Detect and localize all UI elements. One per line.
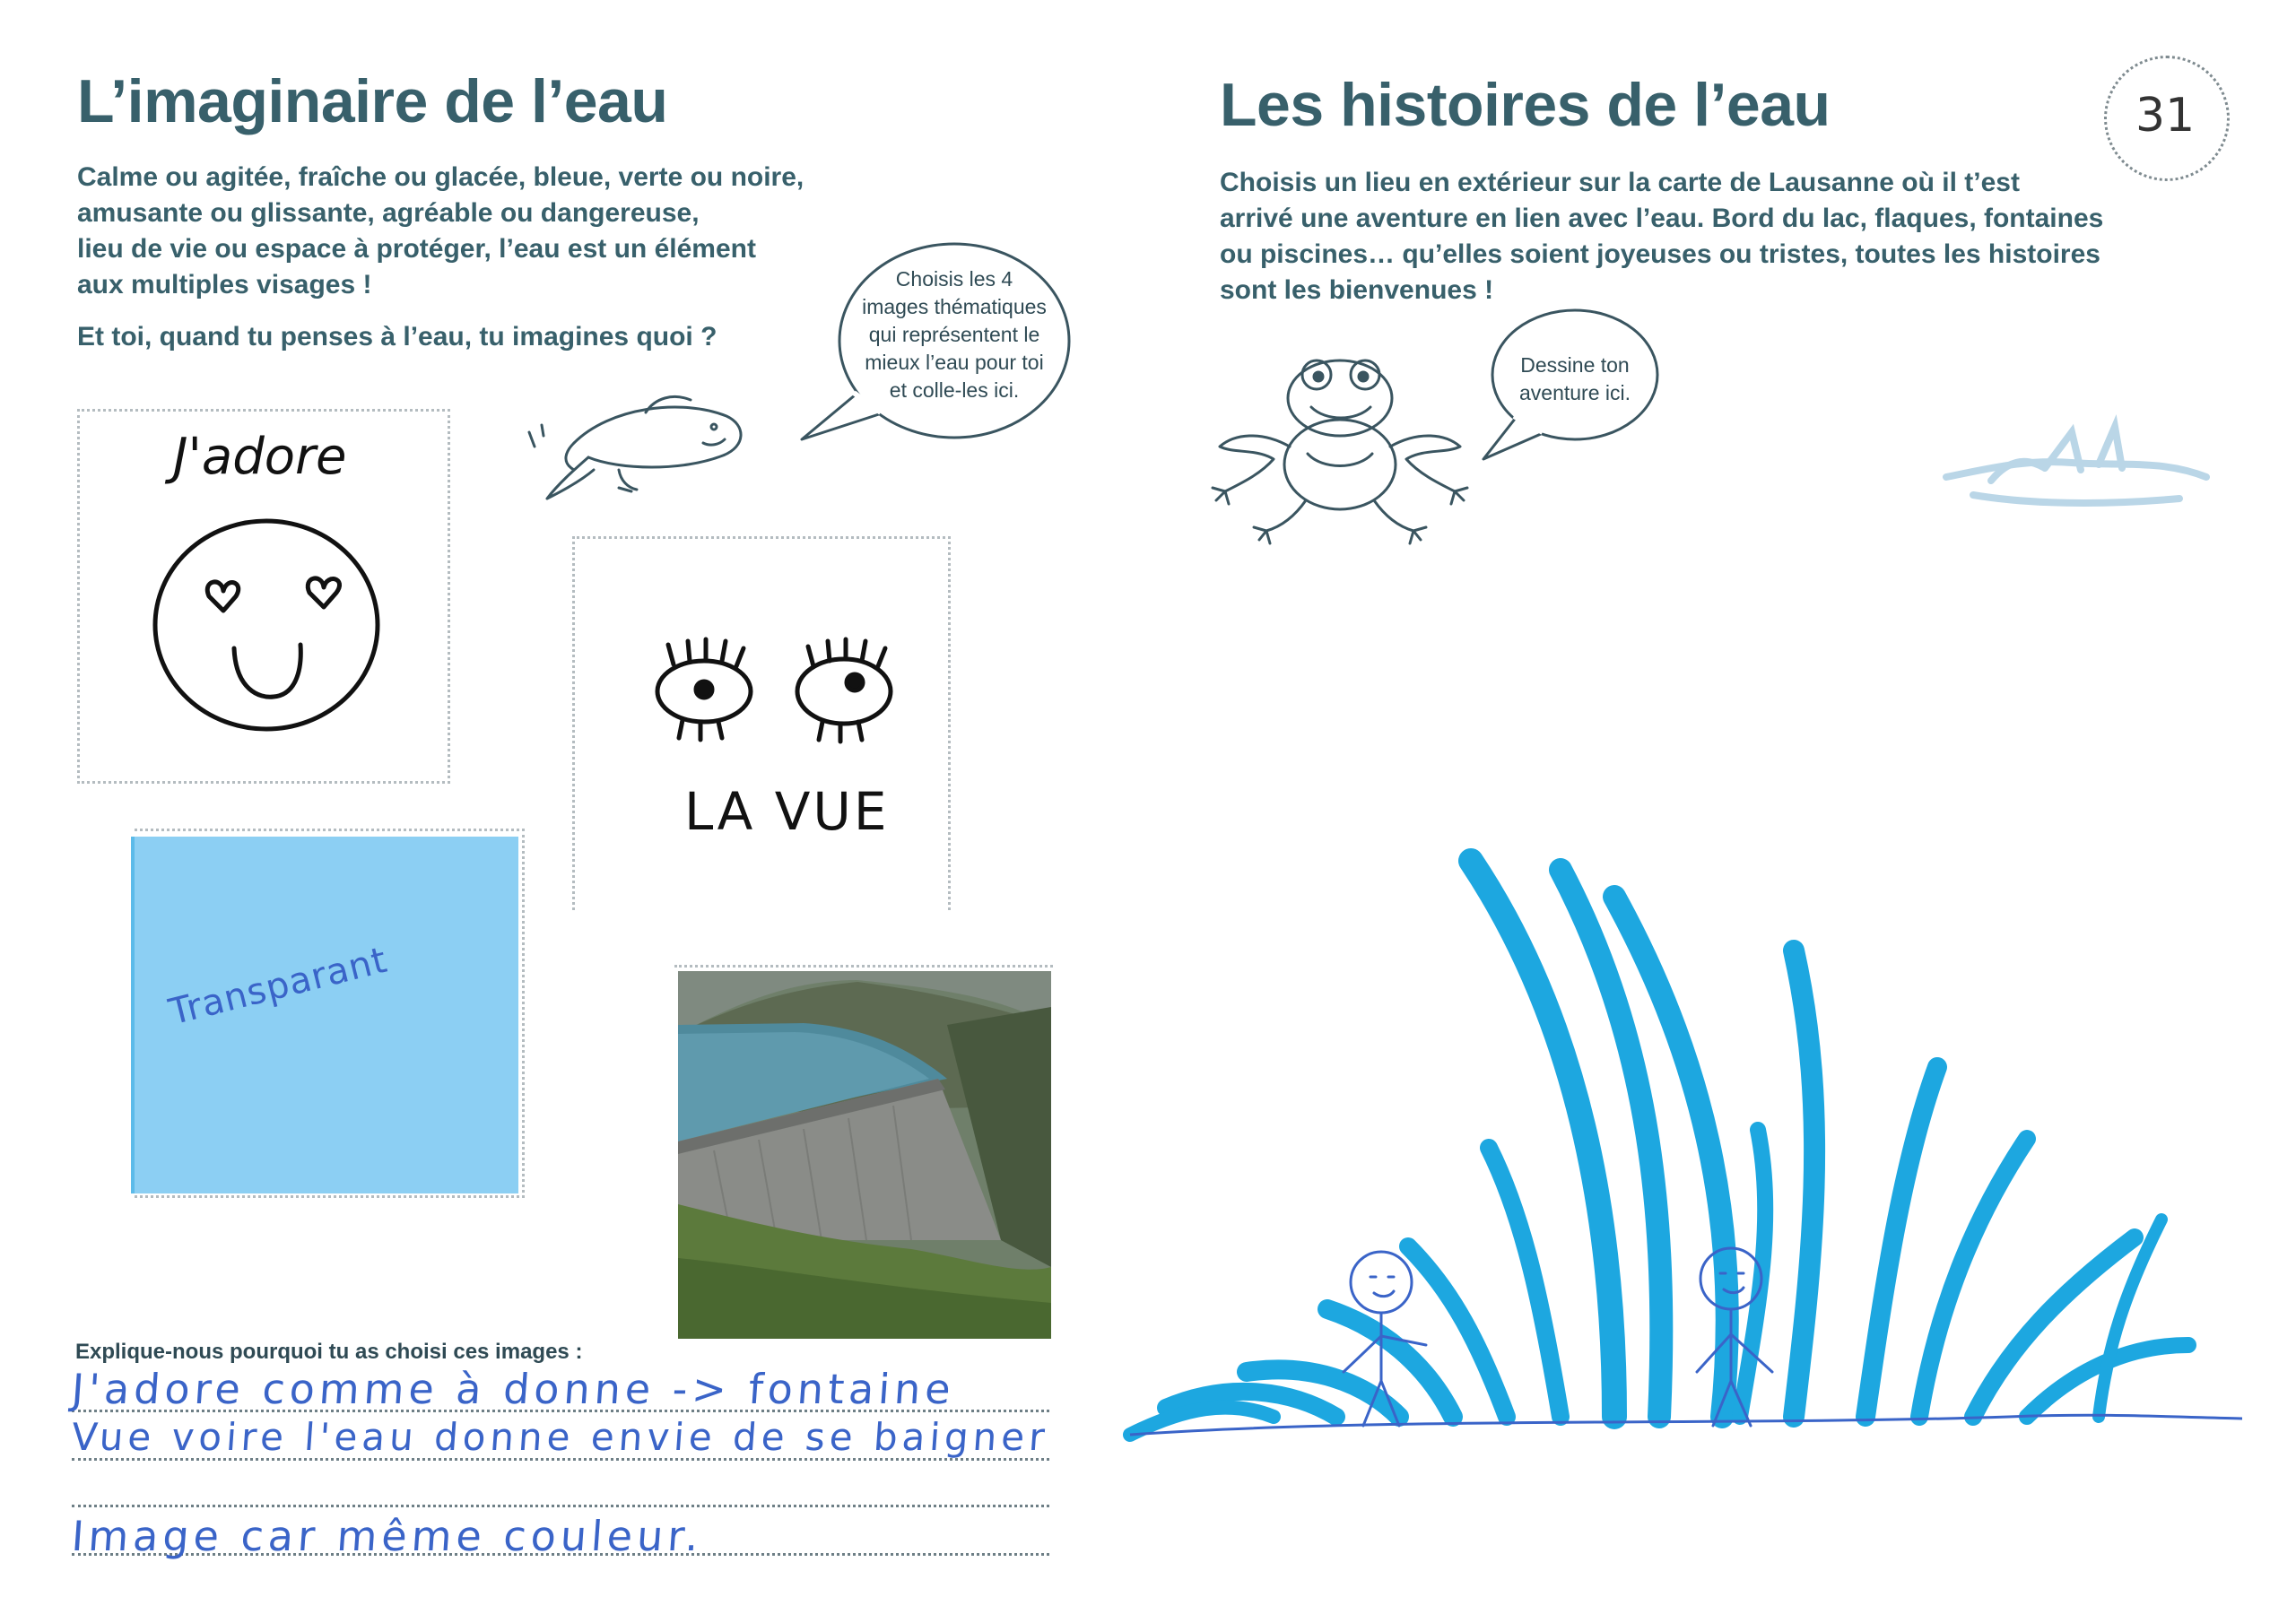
bubble-line: Choisis les 4 bbox=[895, 267, 1013, 291]
bubble-line: images thématiques bbox=[862, 295, 1047, 318]
faint-scribble bbox=[1937, 405, 2224, 531]
explain-prompt: Explique-nous pourquoi tu as choisi ces images : bbox=[75, 1340, 583, 1364]
card-view-label: LA VUE bbox=[684, 781, 890, 842]
right-page-title: Les histoires de l’eau bbox=[1220, 71, 1831, 139]
page-number bbox=[2104, 56, 2230, 181]
answer-line-4: Image car même couleur. bbox=[70, 1512, 705, 1560]
image-card-blue bbox=[135, 829, 525, 1198]
dam-lake-photo bbox=[678, 971, 1051, 1339]
child-water-drawing bbox=[1112, 843, 2242, 1488]
image-card-dam-photo bbox=[674, 965, 1053, 1342]
eyes-icon bbox=[647, 634, 916, 751]
answer-line-1: J'adore comme à donne -> fontaine bbox=[70, 1365, 957, 1413]
draw-bubble bbox=[1471, 305, 1668, 466]
bubble-line: Dessine ton bbox=[1520, 353, 1630, 377]
left-intro-paragraph bbox=[77, 160, 884, 303]
card-love-label: J'adore bbox=[173, 428, 347, 486]
intro-line: arrivé une aventure en lien avec l’eau. Bord du lac, flaques, fontaines bbox=[1220, 204, 2104, 233]
frog-icon bbox=[1207, 348, 1476, 554]
intro-line: Calme ou agitée, fraîche ou glacée, bleue, verte ou noire, bbox=[77, 162, 804, 192]
intro-line: ou piscines… qu’elles soient joyeuses ou tristes, toutes les histoires bbox=[1220, 239, 2100, 269]
bubble-line: qui représentent le bbox=[868, 323, 1040, 346]
answer-line-2: Vue voire l'eau donne envie de se baigner bbox=[70, 1415, 1051, 1459]
bubble-line: aventure ici. bbox=[1518, 381, 1631, 404]
intro-line: aux multiples visages ! bbox=[77, 270, 372, 299]
intro-line: sont les bienvenues ! bbox=[1220, 275, 1494, 305]
card-blue-label: Transparant bbox=[165, 939, 392, 1034]
bubble-line: et colle-les ici. bbox=[889, 378, 1020, 402]
left-page-title: L’imaginaire de l’eau bbox=[77, 67, 668, 135]
image-card-love bbox=[77, 409, 450, 784]
instruction-bubble bbox=[793, 235, 1080, 450]
left-question: Et toi, quand tu penses à l’eau, tu imagines quoi ? bbox=[77, 322, 718, 352]
intro-line: lieu de vie ou espace à protéger, l’eau est un élément bbox=[77, 234, 756, 264]
intro-line: amusante ou glissante, agréable ou dangereuse, bbox=[77, 198, 700, 228]
heart-eyes-smiley-icon bbox=[143, 510, 394, 743]
answer-line-3-rule bbox=[72, 1505, 1049, 1507]
image-card-view bbox=[572, 536, 951, 910]
bubble-line: mieux l’eau pour toi bbox=[865, 351, 1044, 374]
intro-line: Choisis un lieu en extérieur sur la carte de Lausanne où il t’est bbox=[1220, 168, 2020, 197]
page-number-text: 31 bbox=[2135, 89, 2196, 143]
fish-icon bbox=[511, 380, 753, 506]
right-intro-paragraph bbox=[1220, 165, 2161, 308]
